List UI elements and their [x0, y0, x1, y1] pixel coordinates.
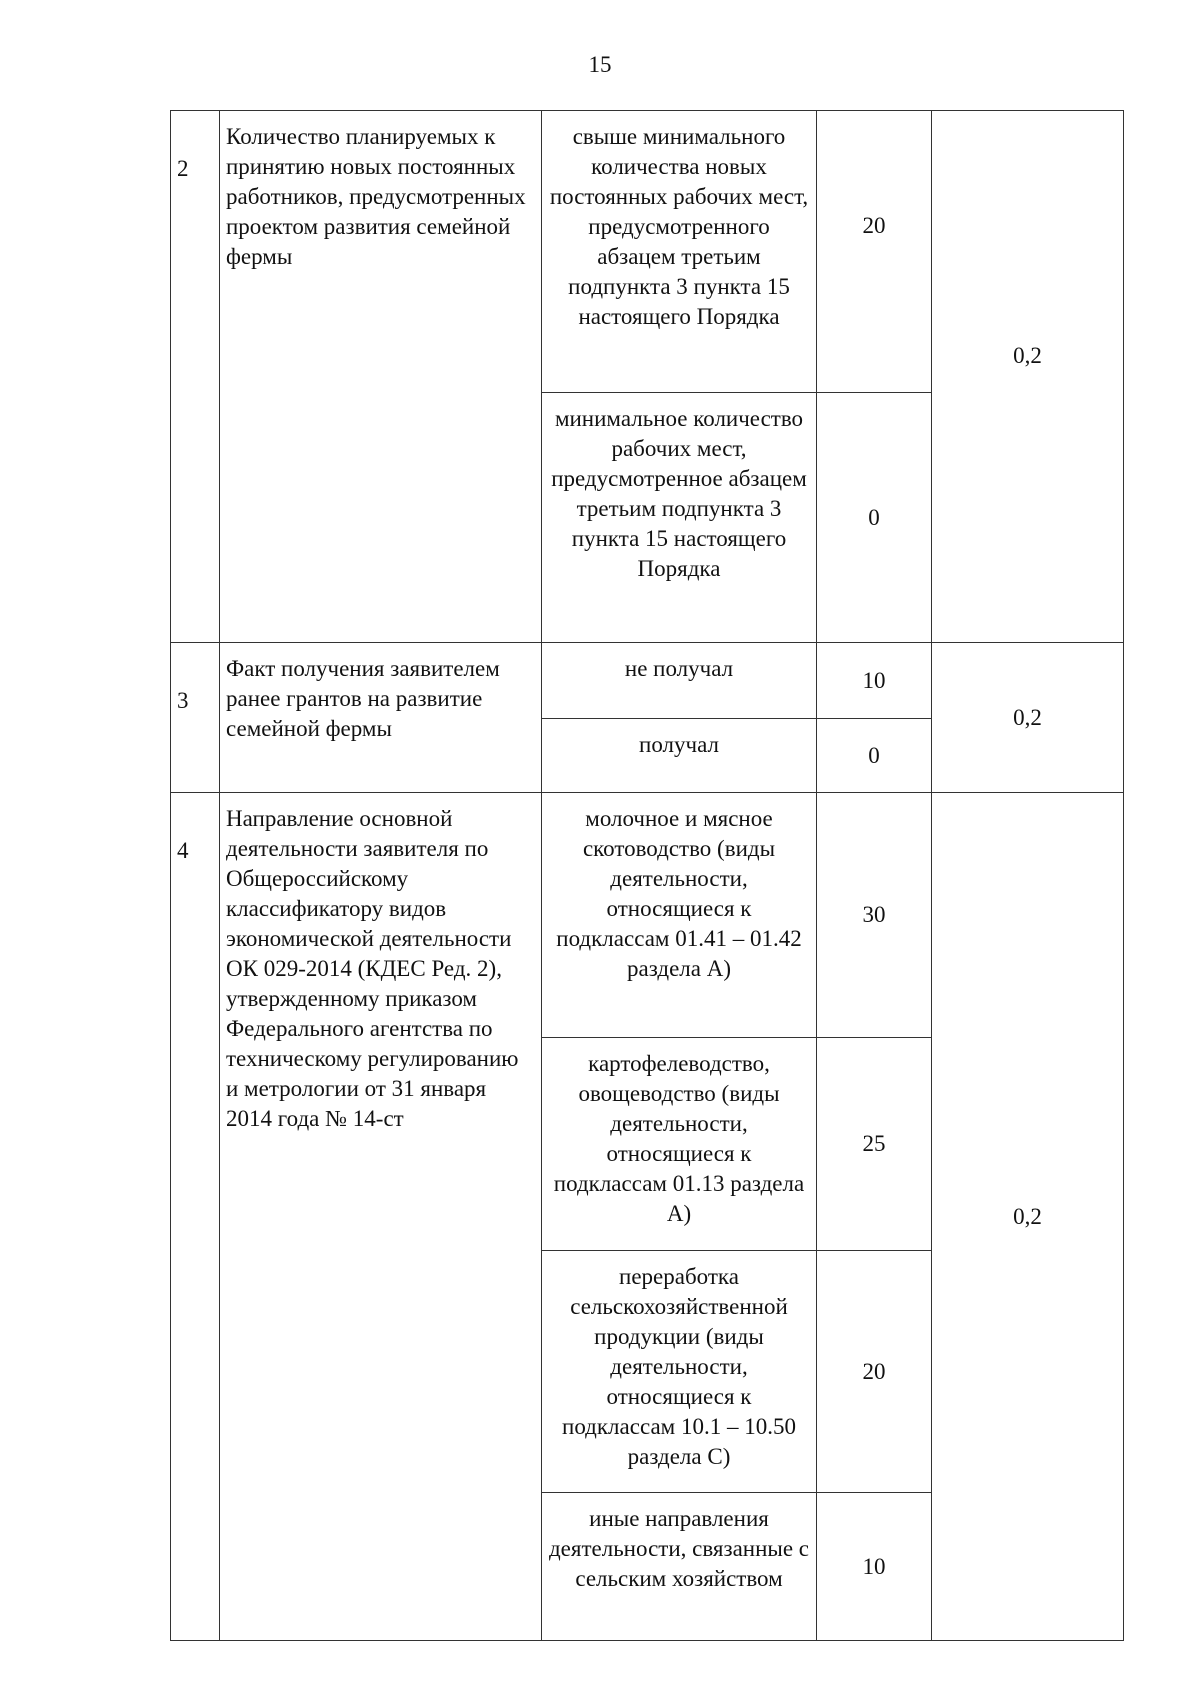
option-cell: свыше минимального количества новых постоянных рабочих мест, предусмотренного абзацем третьим подпункта 3 пункта 15 настоящего Порядка [542, 111, 817, 393]
row-number-cell [171, 793, 220, 1641]
score-cell: 0 [817, 719, 932, 793]
option-cell: картофелеводство, овощеводство (виды деятельности, относящиеся к подклассам 01.13 раздела А) [542, 1038, 817, 1251]
row-number-cell [171, 111, 220, 643]
weight-cell: 0,2 [932, 111, 1124, 643]
option-cell: получал [542, 719, 817, 793]
score-cell: 10 [817, 1493, 932, 1641]
weight-cell: 0,2 [932, 643, 1124, 793]
criterion-cell: Факт получения заявителем ранее грантов на развитие семейной фермы [220, 643, 542, 793]
page-number: 15 [588, 52, 612, 77]
score-cell: 25 [817, 1038, 932, 1251]
option-cell: не получал [542, 643, 817, 719]
table-row [171, 643, 1124, 719]
option-cell: минимальное количество рабочих мест, предусмотренное абзацем третьим подпункта 3 пункта 15 настоящего Порядка [542, 393, 817, 643]
row-number-cell [171, 643, 220, 793]
score-cell: 0 [817, 393, 932, 643]
criterion-cell: Количество планируемых к принятию новых постоянных работников, предусмотренных проектом развития семейной фермы [220, 111, 542, 643]
score-cell: 20 [817, 1251, 932, 1493]
row-number: 2 [177, 156, 189, 181]
table-row [171, 111, 1124, 393]
table-row [171, 793, 1124, 1038]
option-cell: иные направления деятельности, связанные с сельским хозяйством [542, 1493, 817, 1641]
criterion-cell: Направление основной деятельности заявителя по Общероссийскому классификатору видов экономической деятельности ОК 029-2014 (КДЕС Ред. 2), утвержденному приказом Федерального агентства по техническому регулированию и метрологии от 31 января 2014 года № 14-ст [220, 793, 542, 1641]
option-cell: молочное и мясное скотоводство (виды деятельности, относящиеся к подклассам 01.41 – 01.42 раздела А) [542, 793, 817, 1038]
score-cell: 30 [817, 793, 932, 1038]
score-cell: 10 [817, 643, 932, 719]
row-number: 4 [177, 838, 189, 863]
criteria-table [170, 110, 1124, 1641]
option-cell: переработка сельскохозяйственной продукции (виды деятельности, относящиеся к подклассам 10.1 – 10.50 раздела С) [542, 1251, 817, 1493]
row-number: 3 [177, 688, 189, 713]
weight-cell: 0,2 [932, 793, 1124, 1641]
score-cell: 20 [817, 111, 932, 393]
